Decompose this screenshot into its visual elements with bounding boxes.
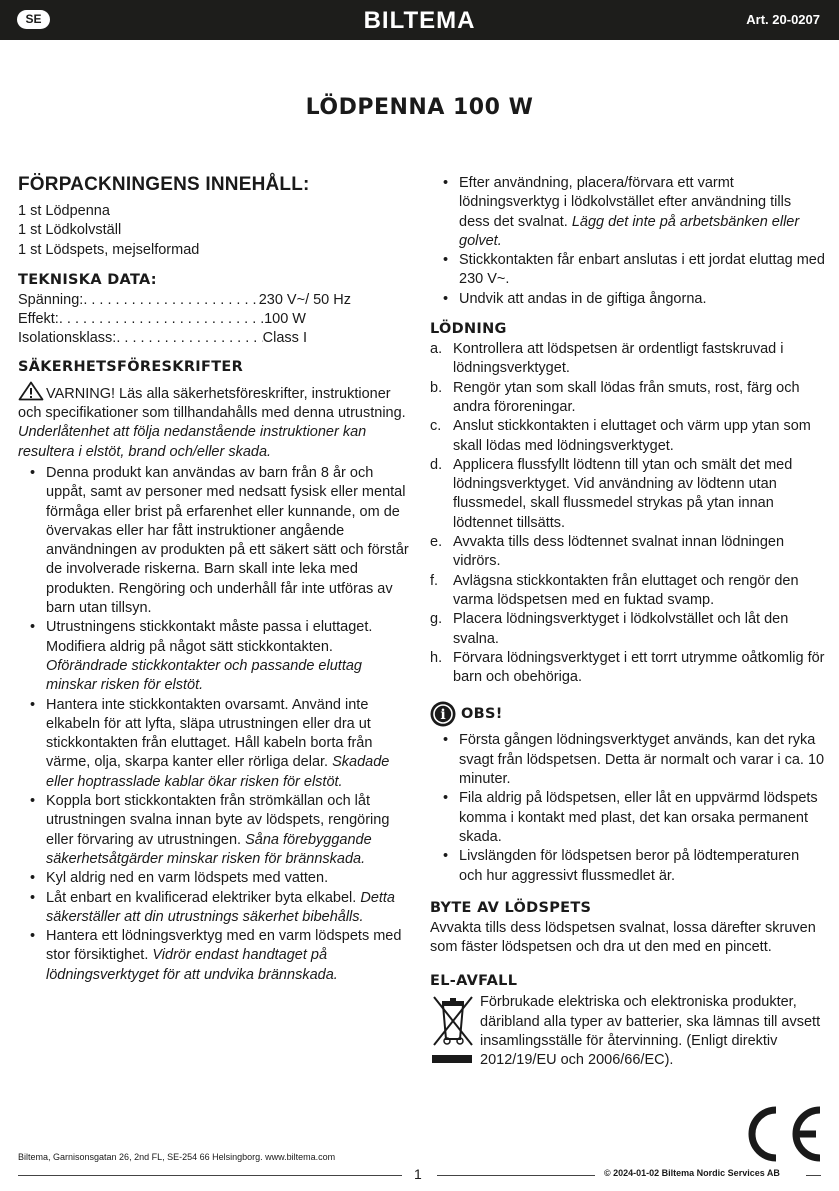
spec-row (18, 329, 411, 348)
step-text: Anslut stickkontakten i eluttaget och värm upp ytan som skall lödas med lödningsverktyget. (453, 418, 811, 454)
step-text: Applicera flussfyllt lödtenn till ytan och smält det med lödningsverktyget. Vid användning av lödtenn utan flussmedel, skall flussmedel strykas på ytan innan lödtennet tillsätts. (453, 456, 793, 531)
list-item (46, 618, 411, 695)
step-label: f. (430, 572, 439, 589)
contents-heading: FÖRPACKNINGENS INNEHÅLL: (18, 174, 310, 195)
list-item: • Livslängden för lödspetsen beror på lödtemperaturen och hur aggressivt flussmedlet är. (459, 847, 825, 886)
list-item (459, 290, 825, 309)
step-text: Avlägsna stickkontakten från eluttaget och rengör den varma lödspetsen med en fuktad svamp. (453, 572, 799, 608)
left-column (18, 170, 411, 985)
soldering-steps (430, 340, 825, 687)
list-item (430, 649, 825, 688)
soldering-heading: LÖDNING (430, 321, 507, 338)
list-item (46, 869, 411, 888)
bullet-text: Hantera ett lödningsverktyg med en varm lödspets med stor försiktighet. (46, 928, 402, 964)
spec-key: Isolationsklass: (18, 330, 117, 347)
step-label: h. (430, 649, 443, 666)
list-item: • Första gången lödningsverktyget används, kan det ryka svagt från lödspetsen. Detta är normalt och varar i ca. 10 minuter. (459, 731, 825, 789)
weee-section (430, 993, 825, 1073)
list-item (459, 251, 825, 290)
warning-italic: Underlåtenhet att följa nedanstående instruktioner kan resultera i elstöt, brand och/eller skada. (18, 424, 367, 460)
contents-item: 1 st Lödkolvställ (18, 222, 122, 239)
warning-paragraph (18, 381, 411, 462)
bullet-italic: Skadade eller hoptrasslade kablar ökar risken för elstöt. (46, 754, 390, 790)
weee-heading: EL-AVFALL (430, 973, 518, 990)
list-item (430, 340, 825, 379)
article-number: Art. 20-0207 (746, 12, 820, 27)
tech-heading: TEKNISKA DATA: (18, 271, 157, 288)
page-title: LÖDPENNA 100 W (305, 95, 534, 120)
page-number: 1 (414, 1166, 422, 1182)
bullet-text: Undvik att andas in de giftiga ångorna. (459, 290, 707, 307)
footer-divider (18, 1175, 402, 1176)
brand-logo: BILTEMA (363, 7, 476, 34)
list-item (46, 464, 411, 618)
footer-address: Biltema, Garnisonsgatan 26, 2nd FL, SE-254 66 Helsingborg. www.biltema.com (18, 1152, 336, 1162)
step-text: Avvakta tills dess lödtennet svalnat innan lödningen vidrörs. (453, 534, 785, 570)
tech-table (18, 291, 411, 349)
step-label: e. (430, 534, 443, 551)
list-item (46, 696, 411, 792)
list-item (430, 610, 825, 649)
bullet-italic: Detta säkerställer att din utrustnings säkerhet bibehålls. (46, 889, 396, 925)
footer-divider (437, 1175, 595, 1176)
bullet-text: Koppla bort stickkontakten från strömkällan och låt utrustningen svalna innan byte av lödspets, rengöring eller förvaring av utrustningen. (46, 793, 390, 848)
spec-key: Spänning: (18, 291, 84, 308)
step-label: g. (430, 611, 443, 628)
warning-triangle-icon (18, 381, 44, 401)
weee-text: Förbrukade elektriska och elektroniska produkter, däribland alla typer av batterier, ska lämnas till avsett insamlingsställe för återvinning. (Enligt direktiv 2012/19/EU och 2006/66/EC). (480, 994, 821, 1069)
header-bar (0, 0, 839, 40)
obs-heading: OBS! (461, 706, 503, 723)
bullet-text: Låt enbart en kvalificerad elektriker byta elkabel. (46, 889, 357, 906)
crossed-bin-icon (430, 993, 476, 1073)
obs-list (430, 731, 825, 885)
bullet-text: Utrustningens stickkontakt måste passa i eluttaget. Modifiera aldrig på något sätt stickkontakten. (46, 619, 373, 655)
list-item (430, 456, 825, 533)
spec-row (18, 310, 411, 329)
tip-change-text: Avvakta tills dess lödspetsen svalnat, lossa därefter skruven som fäster lödspetsen och dra ut den med en pincett. (430, 919, 816, 956)
list-item (46, 889, 411, 928)
list-item (430, 572, 825, 611)
copyright: © 2024-01-02 Biltema Nordic Services AB (604, 1168, 780, 1178)
obs-header (430, 701, 825, 727)
contents-list (18, 202, 411, 260)
bullet-text: Stickkontakten får enbart anslutas i ett jordat eluttag med 230 V~. (459, 252, 825, 288)
bullet-italic: Lägg det inte på arbetsbänken eller golvet. (459, 213, 800, 249)
tip-change-heading: BYTE AV LÖDSPETS (430, 899, 592, 916)
list-item (46, 792, 411, 869)
list-item (430, 379, 825, 418)
right-column (430, 174, 825, 1074)
step-text: Placera lödningsverktyget i lödkolvstället och låt den svalna. (453, 611, 789, 647)
bullet-text: Kyl aldrig ned en varm lödspets med vatten. (46, 870, 329, 887)
footer-divider (806, 1175, 821, 1176)
list-item (46, 927, 411, 985)
info-icon (430, 701, 456, 727)
safety-heading: SÄKERHETSFÖRESKRIFTER (18, 358, 244, 375)
safety-list (18, 464, 411, 985)
bullet-text: Hantera inte stickkontakten ovarsamt. Använd inte elkabeln för att lyfta, släpa utrustningen eller dra ut stickkontakten från eluttaget. Håll kabeln borta från värme, olja, skarpa kanter eller rörliga delar. (46, 696, 373, 771)
contents-item: 1 st Lödspets, mejselformad (18, 241, 200, 258)
list-item (430, 533, 825, 572)
bullet-italic: Oförändrade stickkontakter och passande eluttag minskar risken för elstöt. (46, 657, 362, 694)
spec-value: 100 W (264, 311, 306, 328)
svg-text:i: i (440, 707, 446, 724)
step-text: Kontrollera att lödspetsen är ordentligt fastskruvad i lödningsverktyget. (453, 341, 784, 377)
ce-mark-icon (742, 1106, 824, 1162)
safety-list-continued (430, 174, 825, 309)
spec-value: Class I (262, 330, 307, 347)
list-item (459, 174, 825, 251)
spec-value: 230 V~/ 50 Hz (258, 291, 351, 308)
bullet-text: Efter användning, placera/förvara ett varmt lödningsverktyg i lödkolvstället efter användning tills dess det svalnat. (459, 175, 792, 230)
step-label: a. (430, 341, 443, 358)
step-label: d. (430, 456, 443, 473)
language-badge: SE (17, 10, 50, 29)
step-label: c. (430, 418, 442, 435)
contents-item: 1 st Lödpenna (18, 203, 110, 219)
step-text: Förvara lödningsverktyget i ett torrt utrymme oåtkomlig för barn och obehöriga. (453, 649, 825, 686)
spec-key: Effekt: (18, 311, 59, 328)
step-label: b. (430, 379, 443, 396)
spec-row (18, 291, 411, 310)
list-item (430, 417, 825, 456)
warning-text: VARNING! Läs alla säkerhetsföreskrifter, instruktioner och specifikationer som tillhandahålls med denna utrustning. (18, 385, 406, 422)
list-item: • Fila aldrig på lödspetsen, eller låt en uppvärmd lödspets komma i kontakt med plast, det kan orsaka permanent skada. (459, 789, 825, 847)
bullet-italic: Vidrör endast handtaget på lödningsverktyget för att undvika brännskada. (46, 947, 338, 983)
step-text: Rengör ytan som skall lödas från smuts, rost, färg och andra föroreningar. (453, 379, 800, 415)
bullet-italic: Såna förebyggande säkerhetsåtgärder minskar risken för brännskada. (46, 831, 372, 867)
bullet-text: Denna produkt kan användas av barn från 8 år och uppåt, samt av personer med nedsatt fysisk eller mental förmåga eller brist på erfarenhet eller kunnande, om de övervakas eller har fått instruktioner angående användningen av produkten på ett säkert sätt och förstår de involverade riskerna. Barn skall inte leka med produkten. Rengöring och underhåll får inte utföras av barn utan tillsyn. (46, 464, 409, 617)
